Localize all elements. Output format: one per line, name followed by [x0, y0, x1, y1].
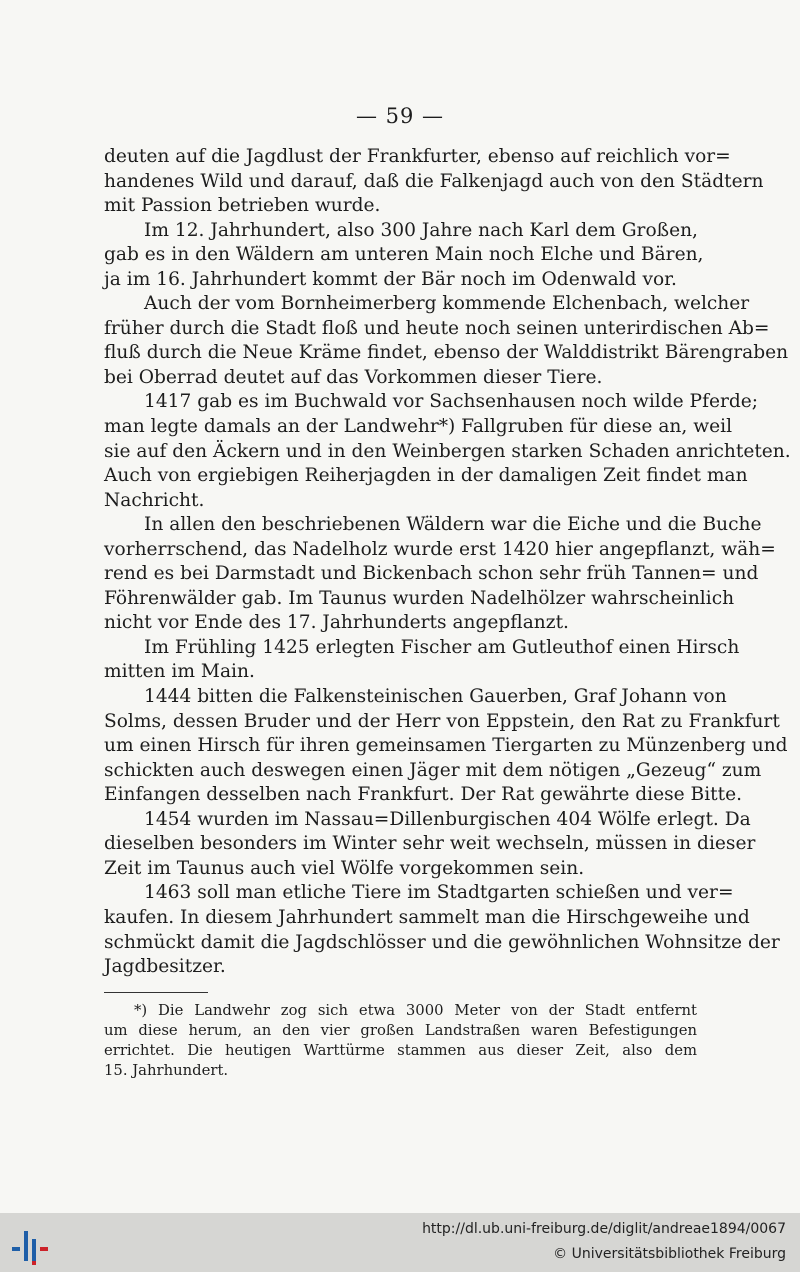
text-line: schickten auch deswegen einen Jäger mit dem nötigen „Gezeug“ zum: [104, 759, 762, 781]
text-line: 1444 bitten die Falkensteinischen Gauerben, Graf Johann von: [144, 686, 727, 708]
text-line: nicht vor Ende des 17. Jahrhunderts angepflanzt.: [104, 612, 569, 634]
ub-freiburg-logo-icon[interactable]: [10, 1225, 52, 1265]
text-line: Zeit im Taunus auch viel Wölfe vorgekommen sein.: [104, 857, 585, 879]
text-line: 1463 soll man etliche Tiere im Stadtgarten schießen und ver=: [144, 882, 734, 904]
footnote-line: 15. Jahrhundert.: [104, 1061, 229, 1079]
text-line: Im 12. Jahrhundert, also 300 Jahre nach Karl dem Großen,: [144, 219, 698, 241]
text-line: handenes Wild und darauf, daß die Falkenjagd auch von den Städtern: [104, 170, 764, 192]
text-line: dieselben besonders im Winter sehr weit wechseln, müssen in dieser: [104, 833, 756, 855]
text-line: mit Passion betrieben wurde.: [104, 195, 381, 217]
text-line: mitten im Main.: [104, 661, 255, 683]
footnote-line: um diese herum, an den vier großen Landstraßen waren Befestigungen: [104, 1021, 697, 1039]
text-line: Auch der vom Bornheimerberg kommende Elchenbach, welcher: [144, 293, 750, 315]
footer-bar: [0, 1213, 800, 1272]
text-line: 1454 wurden im Nassau=Dillenburgischen 404 Wölfe erlegt. Da: [144, 808, 751, 830]
document-url[interactable]: http://dl.ub.uni-freiburg.de/diglit/andreae1894/0067: [422, 1221, 786, 1237]
footnote-line: *) Die Landwehr zog sich etwa 3000 Meter von der Stadt entfernt: [134, 1001, 697, 1019]
footnote-line: errichtet. Die heutigen Warttürme stammen aus dieser Zeit, also dem: [104, 1041, 697, 1059]
text-line: Föhrenwälder gab. Im Taunus wurden Nadelhölzer wahrscheinlich: [104, 587, 735, 609]
text-line: Solms, dessen Bruder und der Herr von Eppstein, den Rat zu Frankfurt: [104, 710, 780, 732]
text-line: Im Frühling 1425 erlegten Fischer am Gutleuthof einen Hirsch: [144, 636, 740, 658]
text-line: bei Oberrad deutet auf das Vorkommen dieser Tiere.: [104, 366, 603, 388]
text-line: Jagdbesitzer.: [104, 956, 226, 978]
copyright-notice: © Universitätsbibliothek Freiburg: [553, 1246, 786, 1262]
text-line: Nachricht.: [104, 489, 205, 511]
text-line: gab es in den Wäldern am unteren Main noch Elche und Bären,: [104, 244, 704, 266]
page-number: — 59 —: [355, 104, 445, 128]
text-line: fluß durch die Neue Kräme findet, ebenso der Walddistrikt Bärengraben: [104, 342, 789, 364]
text-line: Einfangen desselben nach Frankfurt. Der Rat gewährte diese Bitte.: [104, 784, 743, 806]
text-line: kaufen. In diesem Jahrhundert sammelt man die Hirschgeweihe und: [104, 906, 750, 928]
text-line: 1417 gab es im Buchwald vor Sachsenhausen noch wilde Pferde;: [144, 391, 759, 413]
body-text: [104, 145, 791, 1081]
text-line: vorherrschend, das Nadelholz wurde erst 1420 hier angepflanzt, wäh=: [104, 538, 776, 560]
text-line: Auch von ergiebigen Reiherjagden in der damaligen Zeit findet man: [104, 465, 748, 487]
text-line: ja im 16. Jahrhundert kommt der Bär noch im Odenwald vor.: [104, 268, 677, 290]
text-line: rend es bei Darmstadt und Bickenbach schon sehr früh Tannen= und: [104, 563, 759, 585]
text-line: früher durch die Stadt floß und heute noch seinen unterirdischen Ab=: [104, 317, 770, 339]
text-line: In allen den beschriebenen Wäldern war die Eiche und die Buche: [144, 514, 762, 536]
footnote-rule: [104, 992, 208, 993]
text-line: deuten auf die Jagdlust der Frankfurter, ebenso auf reichlich vor=: [104, 146, 731, 167]
text-line: sie auf den Äckern und in den Weinbergen starken Schaden anrichteten.: [104, 440, 791, 462]
text-line: schmückt damit die Jagdschlösser und die gewöhnlichen Wohnsitze der: [104, 931, 780, 953]
text-line: um einen Hirsch für ihren gemeinsamen Tiergarten zu Münzenberg und: [104, 735, 788, 757]
text-line: man legte damals an der Landwehr*) Fallgruben für diese an, weil: [104, 416, 733, 438]
